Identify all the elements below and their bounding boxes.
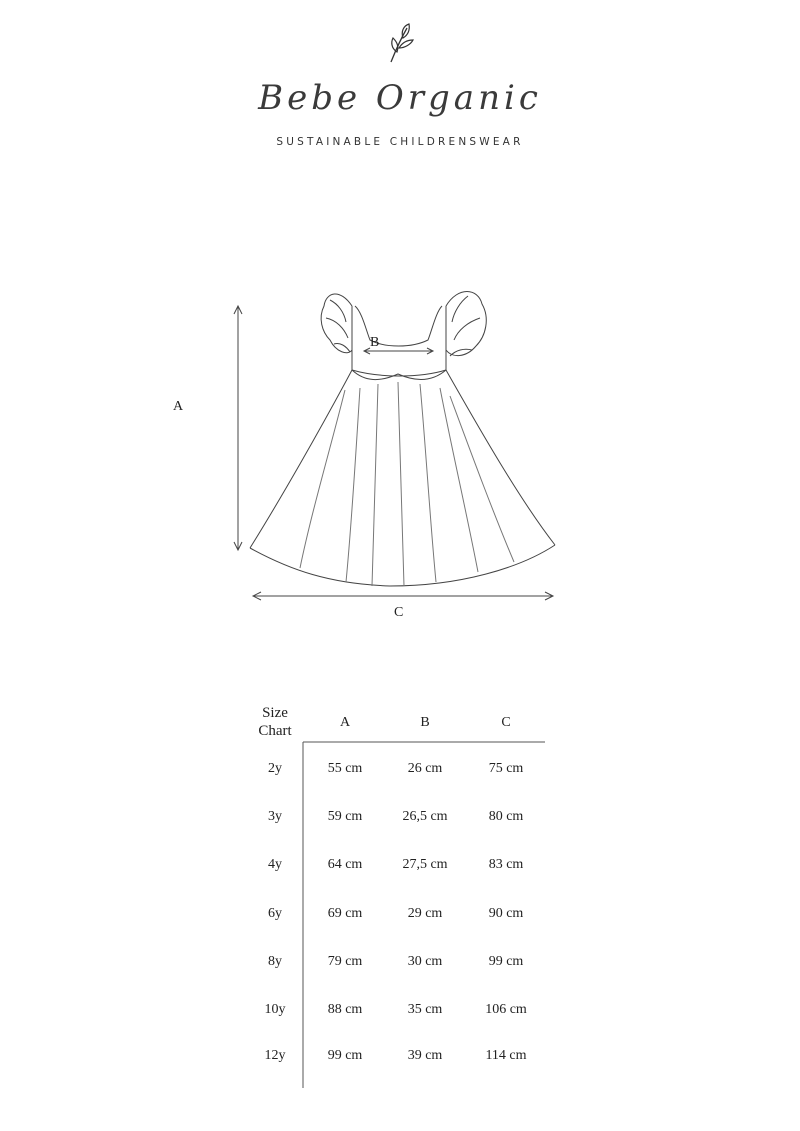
size-chart-label-line1: Size xyxy=(262,705,288,721)
size-cell: 12y xyxy=(264,1048,286,1063)
measurement-cell-c: 99 cm xyxy=(488,954,524,969)
measurement-cell-c: 83 cm xyxy=(488,857,524,872)
size-chart-table xyxy=(250,700,550,1100)
measurement-cell-a: 55 cm xyxy=(327,761,363,776)
measurement-cell-b: 35 cm xyxy=(407,1002,443,1017)
size-chart-corner-label xyxy=(250,704,300,740)
measurement-cell-a: 99 cm xyxy=(327,1048,363,1063)
column-header-b: B xyxy=(420,715,430,730)
measurement-cell-b: 26,5 cm xyxy=(402,809,448,824)
measurement-cell-b: 26 cm xyxy=(407,761,443,776)
measurement-cell-b: 30 cm xyxy=(407,954,443,969)
size-cell: 8y xyxy=(268,954,282,969)
measurement-cell-c: 75 cm xyxy=(488,761,524,776)
size-cell: 6y xyxy=(268,906,282,921)
measurement-cell-c: 106 cm xyxy=(485,1002,527,1017)
size-cell: 10y xyxy=(264,1002,286,1017)
dimension-label-a: A xyxy=(173,399,184,414)
size-chart-label-line2: Chart xyxy=(258,723,292,739)
measurement-cell-a: 69 cm xyxy=(327,906,363,921)
measurement-cell-c: 90 cm xyxy=(488,906,524,921)
measurement-cell-a: 79 cm xyxy=(327,954,363,969)
measurement-cell-c: 114 cm xyxy=(485,1048,527,1063)
measurement-cell-c: 80 cm xyxy=(488,809,524,824)
dimension-label-c: C xyxy=(394,605,404,620)
measurement-cell-a: 88 cm xyxy=(327,1002,363,1017)
size-cell: 4y xyxy=(268,857,282,872)
size-cell: 2y xyxy=(268,761,282,776)
size-cell: 3y xyxy=(268,809,282,824)
measurement-cell-a: 64 cm xyxy=(327,857,363,872)
column-header-c: C xyxy=(501,715,511,730)
brand-tagline: SUSTAINABLE CHILDRENSWEAR xyxy=(276,136,524,148)
column-header-a: A xyxy=(339,715,351,730)
table-rules xyxy=(250,700,550,1100)
dimension-label-b: B xyxy=(370,335,380,350)
brand-name: Bebe Organic xyxy=(258,78,542,118)
measurement-cell-a: 59 cm xyxy=(327,809,363,824)
measurement-cell-b: 29 cm xyxy=(407,906,443,921)
measurement-cell-b: 39 cm xyxy=(407,1048,443,1063)
measurement-cell-b: 27,5 cm xyxy=(402,857,448,872)
